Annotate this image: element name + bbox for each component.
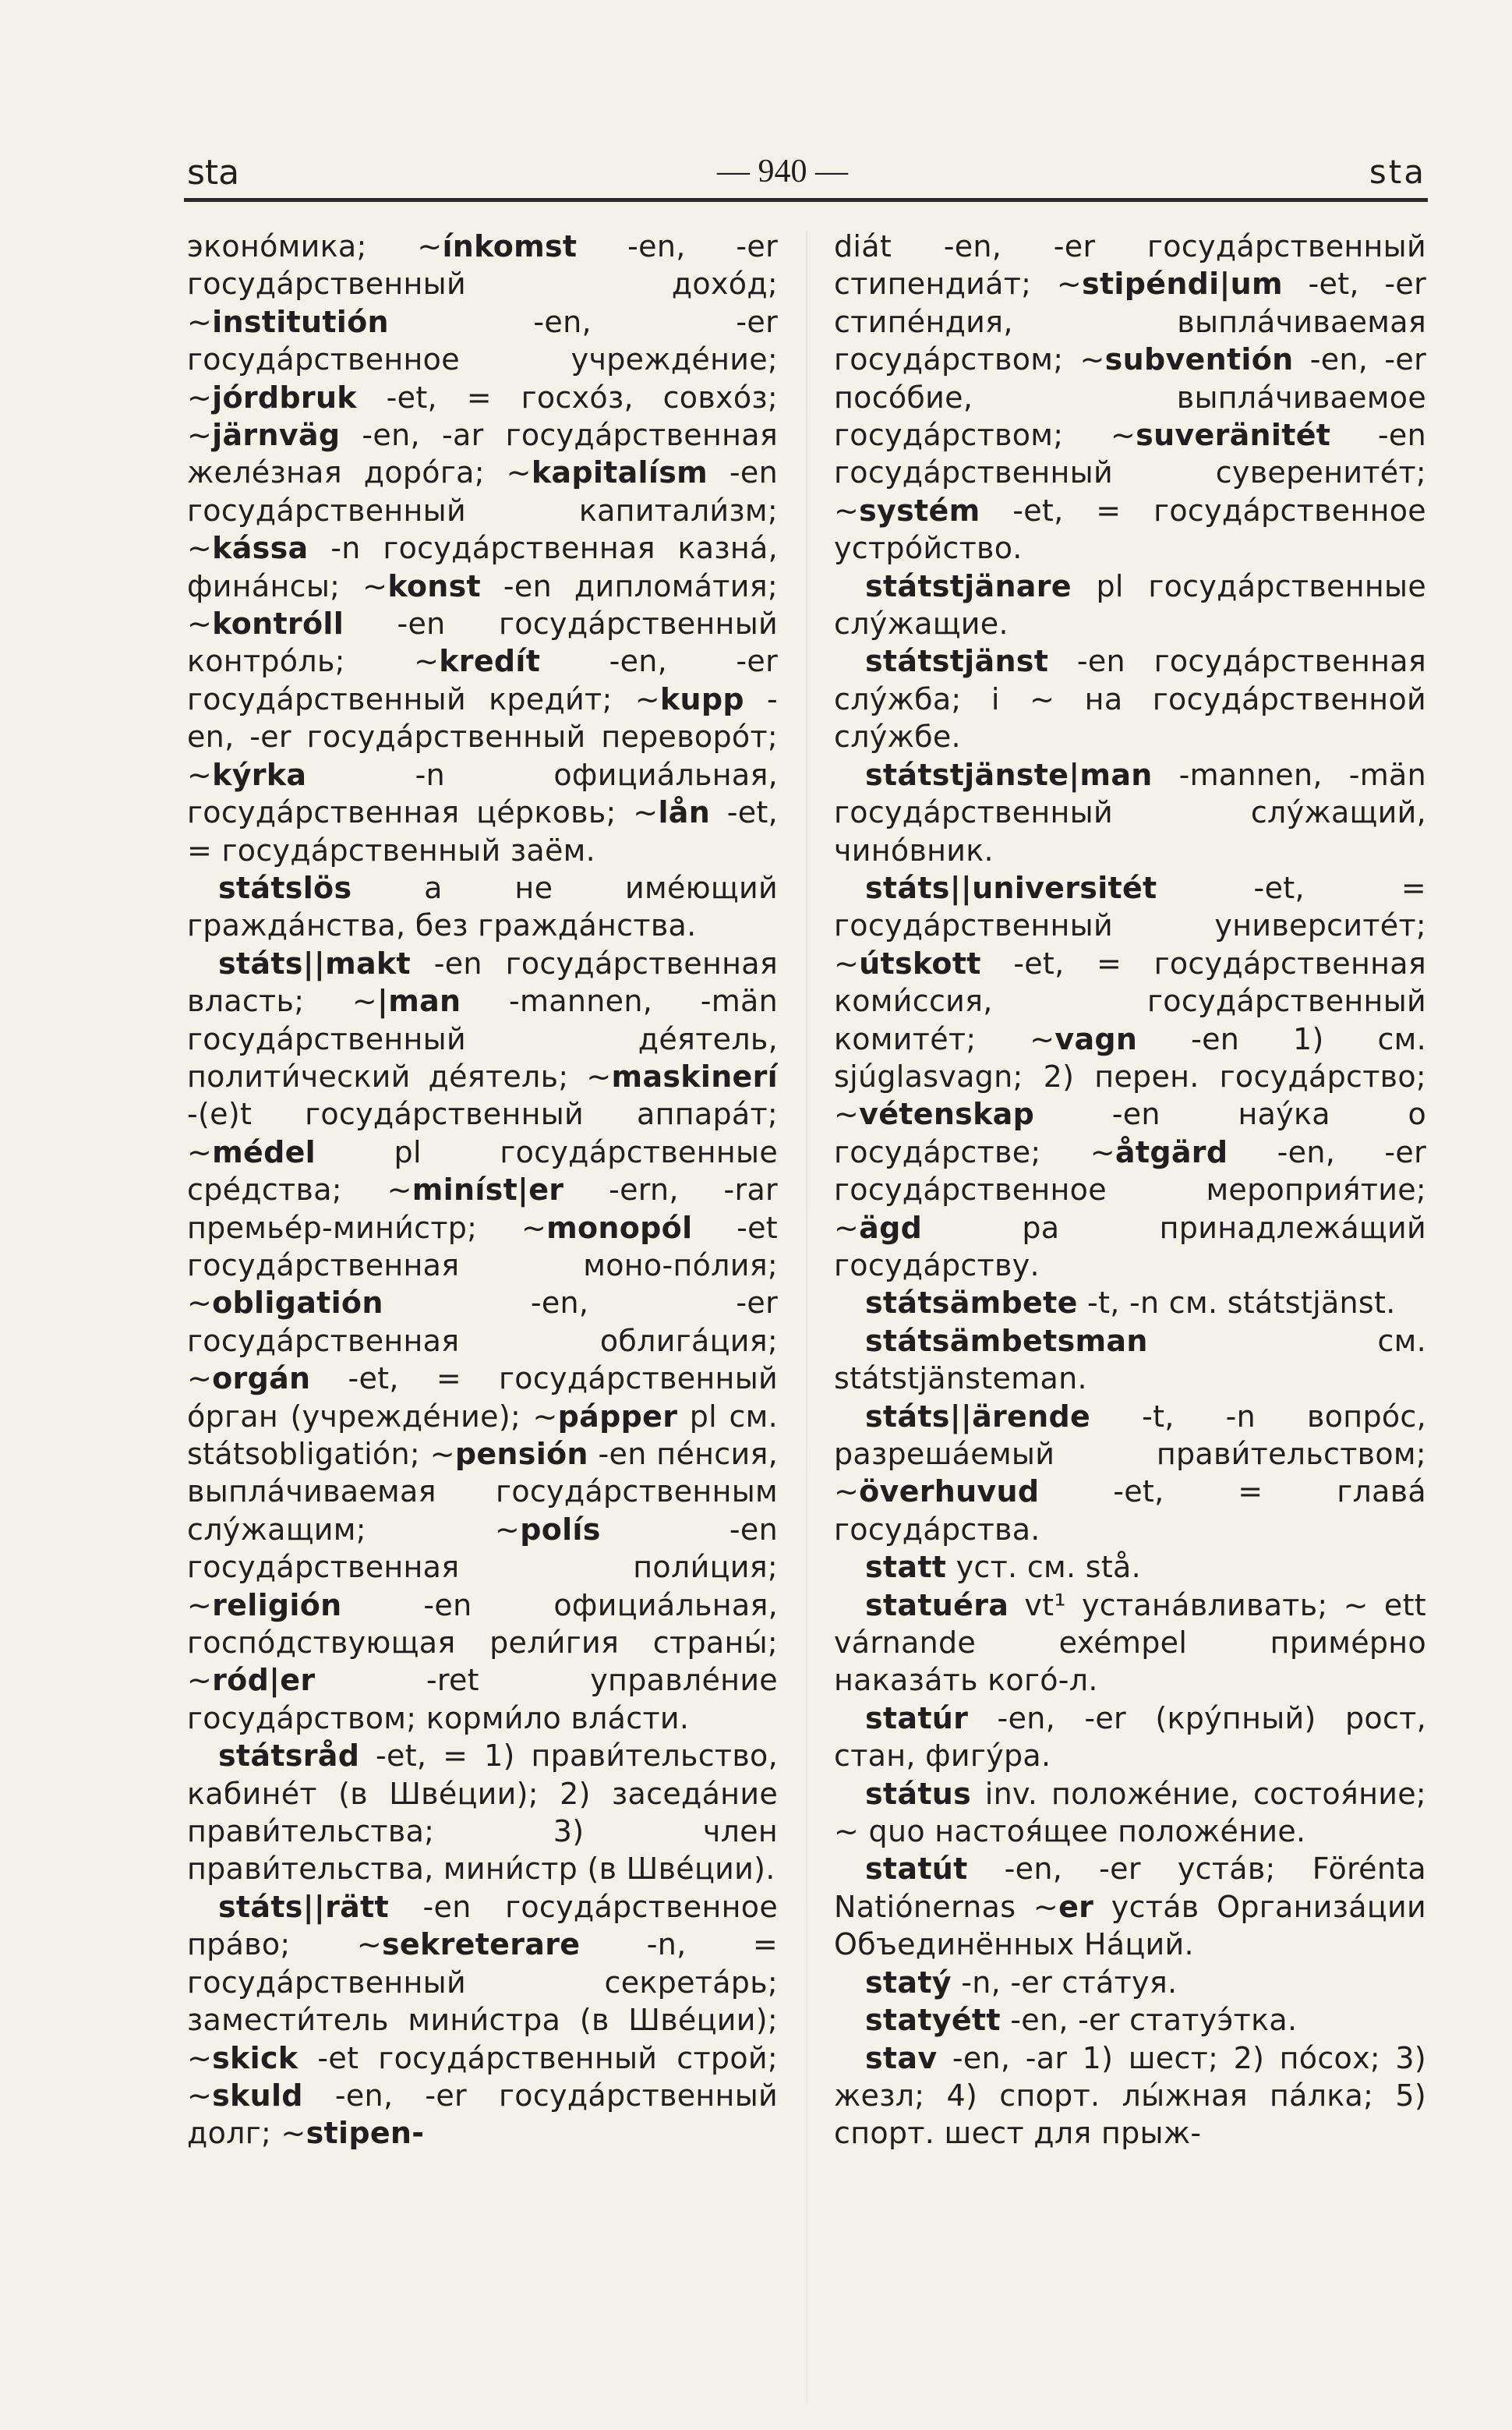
page-header [187,153,1426,200]
dictionary-entry: statúr -en, -er (кру́пный) рост, стан, фигу́ра. [834,1700,1426,1774]
dictionary-entry: státs||makt -en госуда́рственная власть; ~|man -mannen, -män госуда́рственный де́ятель, полити́ческий де́ятель; ~maskinerí -(e)t госуда́рственный аппара́т; ~médel pl госуда́рственные сре́дства; ~miníst|er -ern, -rar премье́р-мини́стр; ~monopól -et госуда́рственная моно-по́лия; ~obligatión -en, -er госуда́рственная облига́ция; ~orgán -et, = госуда́рственный о́рган (учрежде́ние); ~pápper pl см. státsobligatión; ~pensión -en пе́нсия, выпла́чиваемая госуда́рственным слу́жащим; ~polís -en госуда́рственная поли́ция; ~religión -en официа́льная, госпо́дствующая рели́гия страны́; ~ród|er -ret управле́ние госуда́рством; корми́ло вла́сти. [187,946,778,1735]
dictionary-entry: statút -en, -er уста́в; Förénta Natiónernas ~er уста́в Организа́ции Объединённых На́ций. [834,1852,1426,1962]
dictionary-entry: státs||universitét -et, = госуда́рственный университе́т; ~útskott -et, = госуда́рственная коми́ссия, госуда́рственный комите́т; ~vagn -en 1) см. sjúglasvagn; 2) перен. госуда́рство; ~vétenskap -en нау́ка о госуда́рстве; ~åtgärd -en, -er госуда́рственное мероприя́тие; ~ägd pa принадлежа́щий госуда́рству. [834,870,1426,1282]
dictionary-entry: statuéra vt¹ устана́вливать; ~ ett várnande exémpel приме́рно наказа́ть кого́-л. [834,1587,1426,1698]
dictionary-entry: státstjänste|man -mannen, -män госуда́рственный слу́жащий, чино́вник. [834,757,1426,868]
left-column [187,228,778,2403]
dictionary-entry: statyétt -en, -er статуэ́тка. [865,2003,1298,2038]
dictionary-entry: státus inv. положе́ние, состоя́ние; ~ quo настоя́щее положе́ние. [834,1776,1426,1849]
column-divider [806,231,807,2406]
dictionary-entry: státstjänare pl госуда́рственные слу́жащие. [834,568,1426,642]
dictionary-entry: státslös a не име́ющий гражда́нства, без гражда́нства. [187,870,778,943]
dictionary-entry: statý -n, -er ста́туя. [865,1965,1178,2000]
dictionary-entry: státsråd -et, = 1) прави́тельство, кабине́т (в Шве́ции); 2) заседа́ние прави́тельства; 3) член прави́тельства, мини́стр (в Шве́ции). [187,1738,778,1887]
header-right-guideword: sta [1369,153,1426,191]
dictionary-entry: státsämbete -t, -n см. státstjänst. [865,1286,1396,1321]
dictionary-entry: státstjänst -en госуда́рственная слу́жба; i ~ на госуда́рственной слу́жбе. [834,644,1426,755]
dictionary-entry: statt уст. см. stå. [865,1550,1141,1585]
header-rule [184,198,1428,202]
page-number: — 940 — [717,154,848,189]
header-left-guideword: sta [187,153,240,193]
dictionary-entry: stav -en, -ar 1) шест; 2) по́сох; 3) жезл; 4) спорт. лы́жная па́лка; 5) спорт. шест для прыж- [834,2040,1426,2151]
dictionary-entry: diát -en, -er госуда́рственный стипендиа́т; ~stipéndi|um -et, -er стипе́ндия, выпла́чиваемая госуда́рством; ~subventión -en, -er посо́бие, выпла́чиваемое госуда́рством; ~suveränitét -en госуда́рственный суверените́т; ~systém -et, = госуда́рственное устро́йство. [834,229,1426,566]
dictionary-entry: státs||ärende -t, -n вопро́с, разреша́емый прави́тельством; ~överhuvud -et, = глава́ госуда́рства. [834,1399,1426,1547]
dictionary-entry: státs||rätt -en госуда́рственное пра́во; ~sekreterare -n, = госуда́рственный секрета́рь; замести́тель мини́стра (в Шве́ции); ~skick -et госуда́рственный строй; ~skuld -en, -er госуда́рственный долг; ~stipen- [187,1889,778,2151]
dictionary-entry: státsämbetsman см. státstjänsteman. [834,1323,1426,1396]
dictionary-entry: эконо́мика; ~ínkomst -en, -er госуда́рственный дохо́д; ~institutión -en, -er госуда́рственное учрежде́ние; ~jórdbruk -et, = госхо́з, совхо́з; ~järnväg -en, -ar госуда́рственная желе́зная доро́га; ~kapitalísm -en госуда́рственный капитали́зм; ~kássa -n госуда́рственная казна́, фина́нсы; ~konst -en диплома́тия; ~kontróll -en госуда́рственный контро́ль; ~kredít -en, -er госуда́рственный креди́т; ~kupp -en, -er госуда́рственный переворо́т; ~kýrka -n официа́льная, госуда́рственная це́рковь; ~lån -et, = госуда́рственный заём. [187,229,778,868]
right-column [834,228,1426,2403]
